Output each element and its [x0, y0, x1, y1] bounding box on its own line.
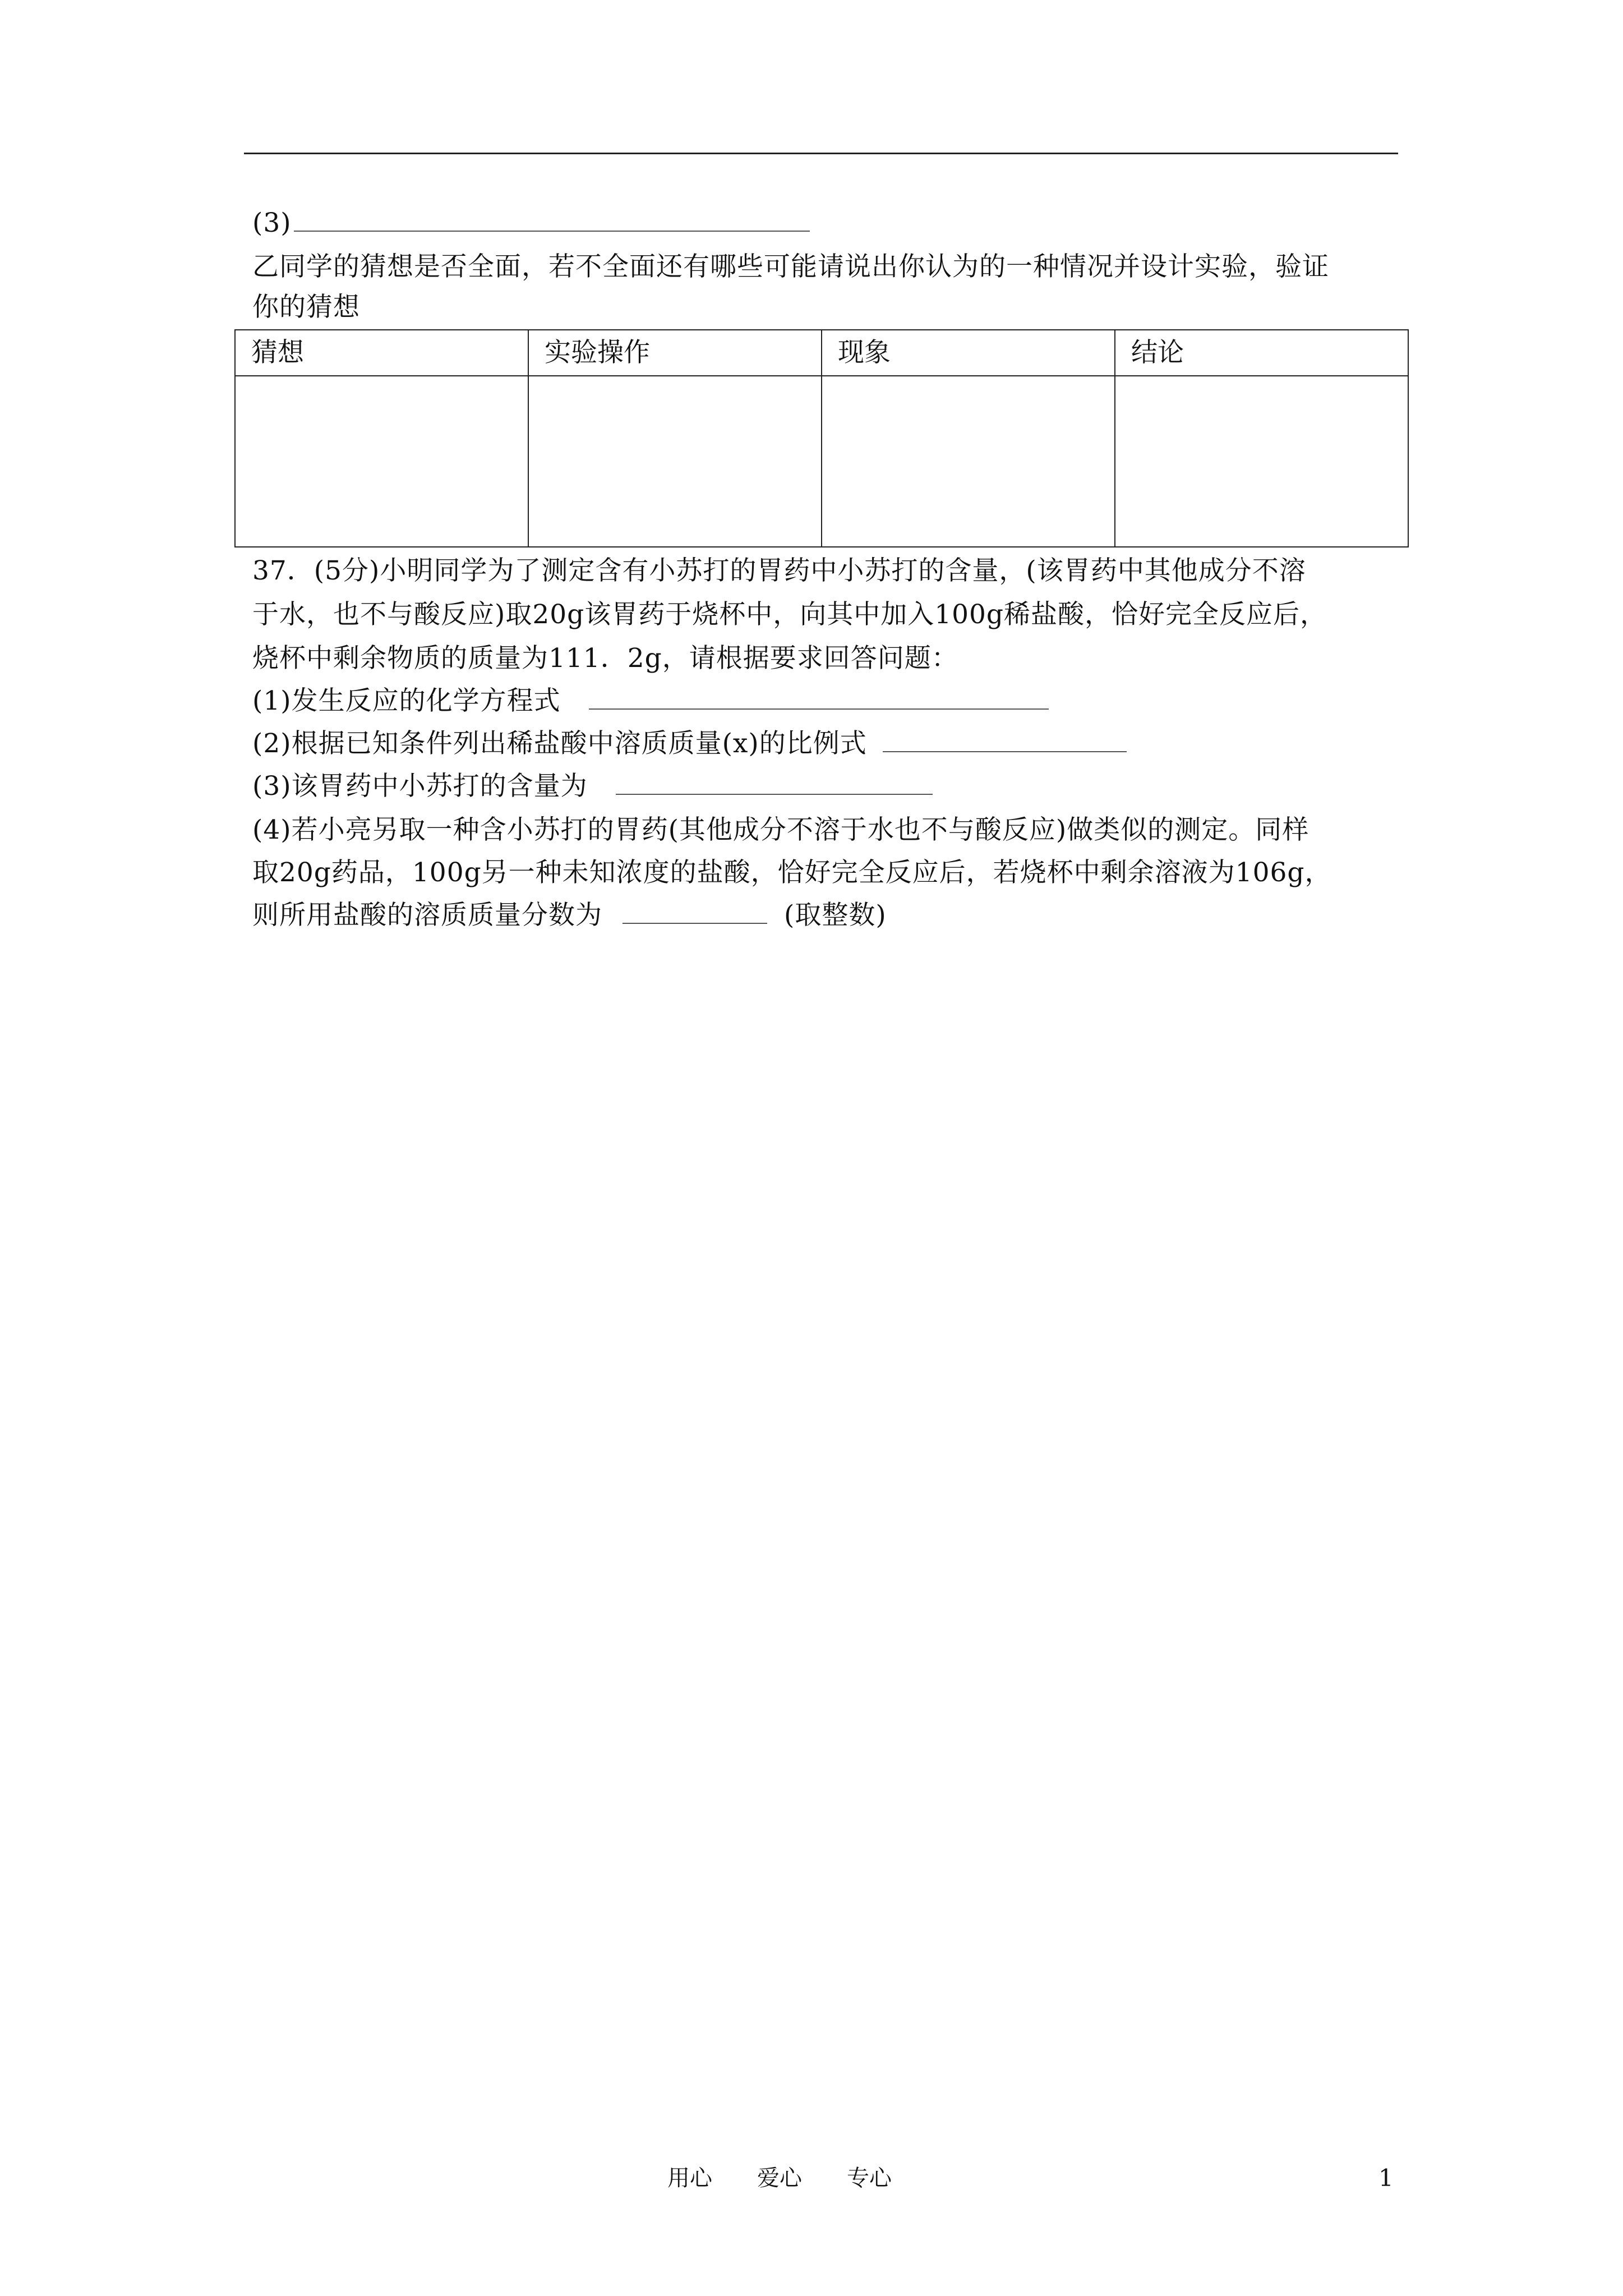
q37-sub1-text: (1)发生反应的化学方程式	[252, 685, 561, 716]
cell-operation	[528, 376, 822, 547]
prompt-line-2: 你的猜想	[252, 292, 360, 323]
q37-sub4-note: (取整数)	[784, 900, 887, 931]
answer-blank-sub4	[623, 900, 767, 924]
q37-sub2-text: (2)根据已知条件列出稀盐酸中溶质质量(x)的比例式	[252, 728, 867, 759]
q37-line-2: 于水，也不与酸反应)取20g该胃药于烧杯中，向其中加入100g稀盐酸，恰好完全反应后，	[252, 599, 1327, 630]
page-number: 1	[1378, 2164, 1394, 2192]
header-guess: 猜想	[235, 330, 528, 376]
table-header-row	[235, 330, 1408, 376]
cell-conclusion	[1115, 376, 1408, 547]
header-rule	[244, 153, 1398, 154]
q37-sub4-text: 则所用盐酸的溶质质量分数为	[252, 900, 602, 931]
footer-motto	[667, 2164, 937, 2192]
table-row	[235, 376, 1408, 547]
answer-blank-sub2	[883, 729, 1127, 752]
answer-blank-sub1	[589, 686, 1049, 710]
footer-word-3: 专心	[847, 2165, 892, 2191]
header-conclusion: 结论	[1115, 330, 1408, 376]
cell-phenomenon	[822, 376, 1115, 547]
q37-line-1: 37．(5分)小明同学为了测定含有小苏打的胃药中小苏打的含量，(该胃药中其他成分不溶	[252, 555, 1306, 586]
q37-sub3-line	[252, 770, 933, 803]
header-phenomenon: 现象	[822, 330, 1115, 376]
q37-sub3-text: (3)该胃药中小苏打的含量为	[252, 771, 588, 802]
hypothesis-table	[234, 329, 1409, 547]
cell-guess	[235, 376, 528, 547]
prompt-line-1: 乙同学的猜想是否全面，若不全面还有哪些可能请说出你认为的一种情况并设计实验，验证	[252, 251, 1329, 282]
q37-sub4-line-1: (4)若小亮另取一种含小苏打的胃药(其他成分不溶于水也不与酸反应)做类似的测定。同样	[252, 815, 1310, 845]
q37-line-3: 烧杯中剩余物质的质量为111．2g，请根据要求回答问题：	[252, 643, 958, 674]
q37-sub4-line-2: 取20g药品，100g另一种未知浓度的盐酸，恰好完全反应后，若烧杯中剩余溶液为106g，	[252, 857, 1332, 888]
q37-sub4-line-3	[252, 899, 887, 932]
q37-sub1-line	[252, 684, 1049, 718]
footer-word-1: 用心	[667, 2165, 712, 2191]
answer-blank-sub3	[616, 771, 933, 795]
question-3-line	[252, 206, 810, 240]
question-3-label: (3)	[252, 208, 292, 238]
q37-sub2-line	[252, 727, 1127, 761]
footer-word-2: 爱心	[757, 2165, 802, 2191]
header-operation: 实验操作	[528, 330, 822, 376]
answer-blank-3	[294, 208, 810, 232]
